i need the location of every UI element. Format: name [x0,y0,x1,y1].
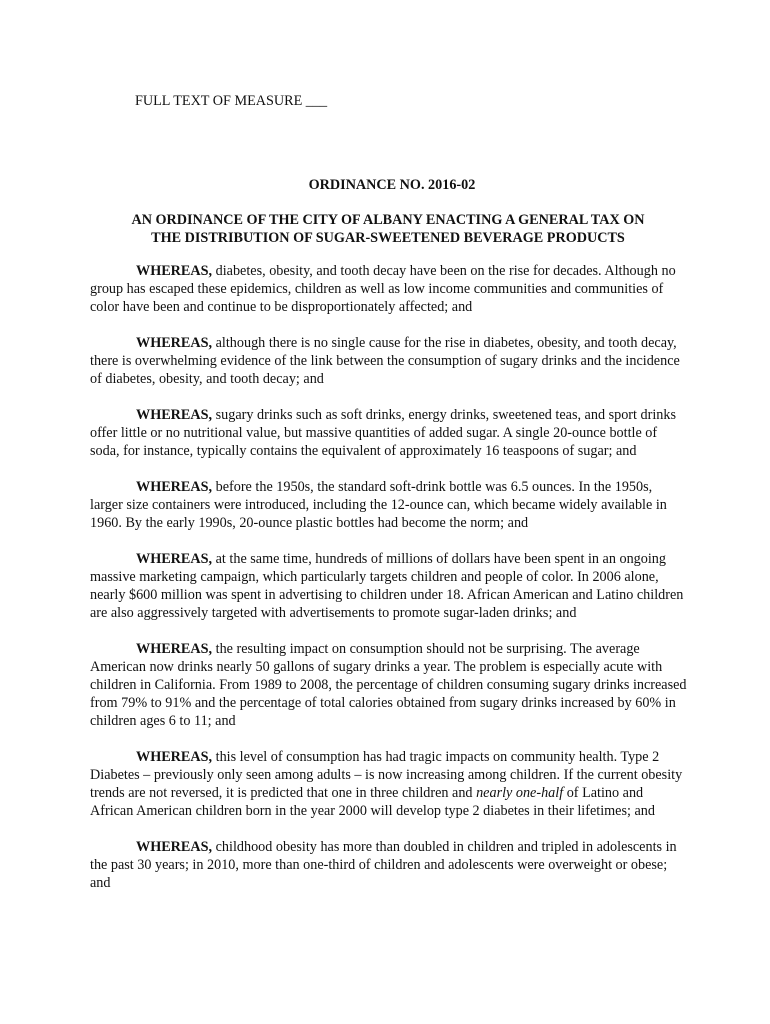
whereas-lead: WHEREAS, [136,641,213,657]
measure-header: FULL TEXT OF MEASURE ___ [135,93,328,109]
whereas-paragraph [90,550,688,622]
whereas-paragraph [90,748,688,820]
whereas-lead: WHEREAS, [136,335,213,351]
whereas-lead: WHEREAS, [136,749,213,765]
whereas-paragraph [90,406,688,460]
whereas-paragraph [90,640,688,730]
ordinance-number: ORDINANCE NO. 2016-02 [308,177,476,193]
italic-emphasis: nearly one-half [476,785,564,801]
whereas-lead: WHEREAS, [136,407,213,423]
ordinance-title [90,211,686,247]
paragraph-text: childhood obesity has more than doubled in children and tripled in adolescents in the past 30 years; in 2010, more than one-third of children and adolescents were overweight or obese; and [90,839,677,891]
paragraph-text: the resulting impact on consumption should not be surprising. The average American now drinks nearly 50 gallons of sugary drinks a year. The problem is especially acute with children in California. From 1989 to 2008, the percentage of children consuming sugary drinks increased from 79% to 91% and the percentage of total calories obtained from sugary drinks increased by 60% in children ages 6 to 11; and [90,641,687,729]
whereas-lead: WHEREAS, [136,263,213,279]
paragraph-text: before the 1950s, the standard soft-drink bottle was 6.5 ounces. In the 1950s, larger size containers were introduced, including the 12-ounce can, which became widely available in 1960. By the early 1990s, 20-ounce plastic bottles had become the norm; and [90,479,667,531]
whereas-paragraph [90,478,688,532]
whereas-lead: WHEREAS, [136,839,213,855]
whereas-paragraph [90,262,688,316]
paragraph-text: although there is no single cause for the rise in diabetes, obesity, and tooth decay, there is overwhelming evidence of the link between the consumption of sugary drinks and the incidence of diabetes, obesity, and tooth decay; and [90,335,680,387]
ordinance-body [90,262,688,910]
paragraph-text: diabetes, obesity, and tooth decay have been on the rise for decades. Although no group has escaped these epidemics, children as well as low income communities and communities of color have been and continue to be disproportionately affected; and [90,263,676,315]
paragraph-text: this level of consumption has had tragic impacts on community health. Type 2 Diabetes – previously only seen among adults – is now increasing among children. If the current obesity trends are not reversed, it is predicted that one in three children and [90,749,683,801]
paragraph-text-after: of Latino and African American children born in the year 2000 will develop type 2 diabetes in their lifetimes; and [90,785,655,819]
paragraph-text: at the same time, hundreds of millions of dollars have been spent in an ongoing massive marketing campaign, which particularly targets children and people of color. In 2006 alone, nearly $600 million was spent in advertising to children under 18. African American and Latino children are also aggressively targeted with advertisements to promote sugar-laden drinks; and [90,551,684,621]
whereas-paragraph [90,334,688,388]
whereas-lead: WHEREAS, [136,551,213,567]
whereas-lead: WHEREAS, [136,479,213,495]
ordinance-title-line-2: THE DISTRIBUTION OF SUGAR-SWEETENED BEVERAGE PRODUCTS [151,230,625,246]
whereas-paragraph [90,838,688,892]
ordinance-title-line-1: AN ORDINANCE OF THE CITY OF ALBANY ENACTING A GENERAL TAX ON [131,212,645,228]
paragraph-text: sugary drinks such as soft drinks, energy drinks, sweetened teas, and sport drinks offer little or no nutritional value, but massive quantities of added sugar. A single 20-ounce bottle of soda, for instance, typically contains the equivalent of approximately 16 teaspoons of sugar; and [90,407,676,459]
